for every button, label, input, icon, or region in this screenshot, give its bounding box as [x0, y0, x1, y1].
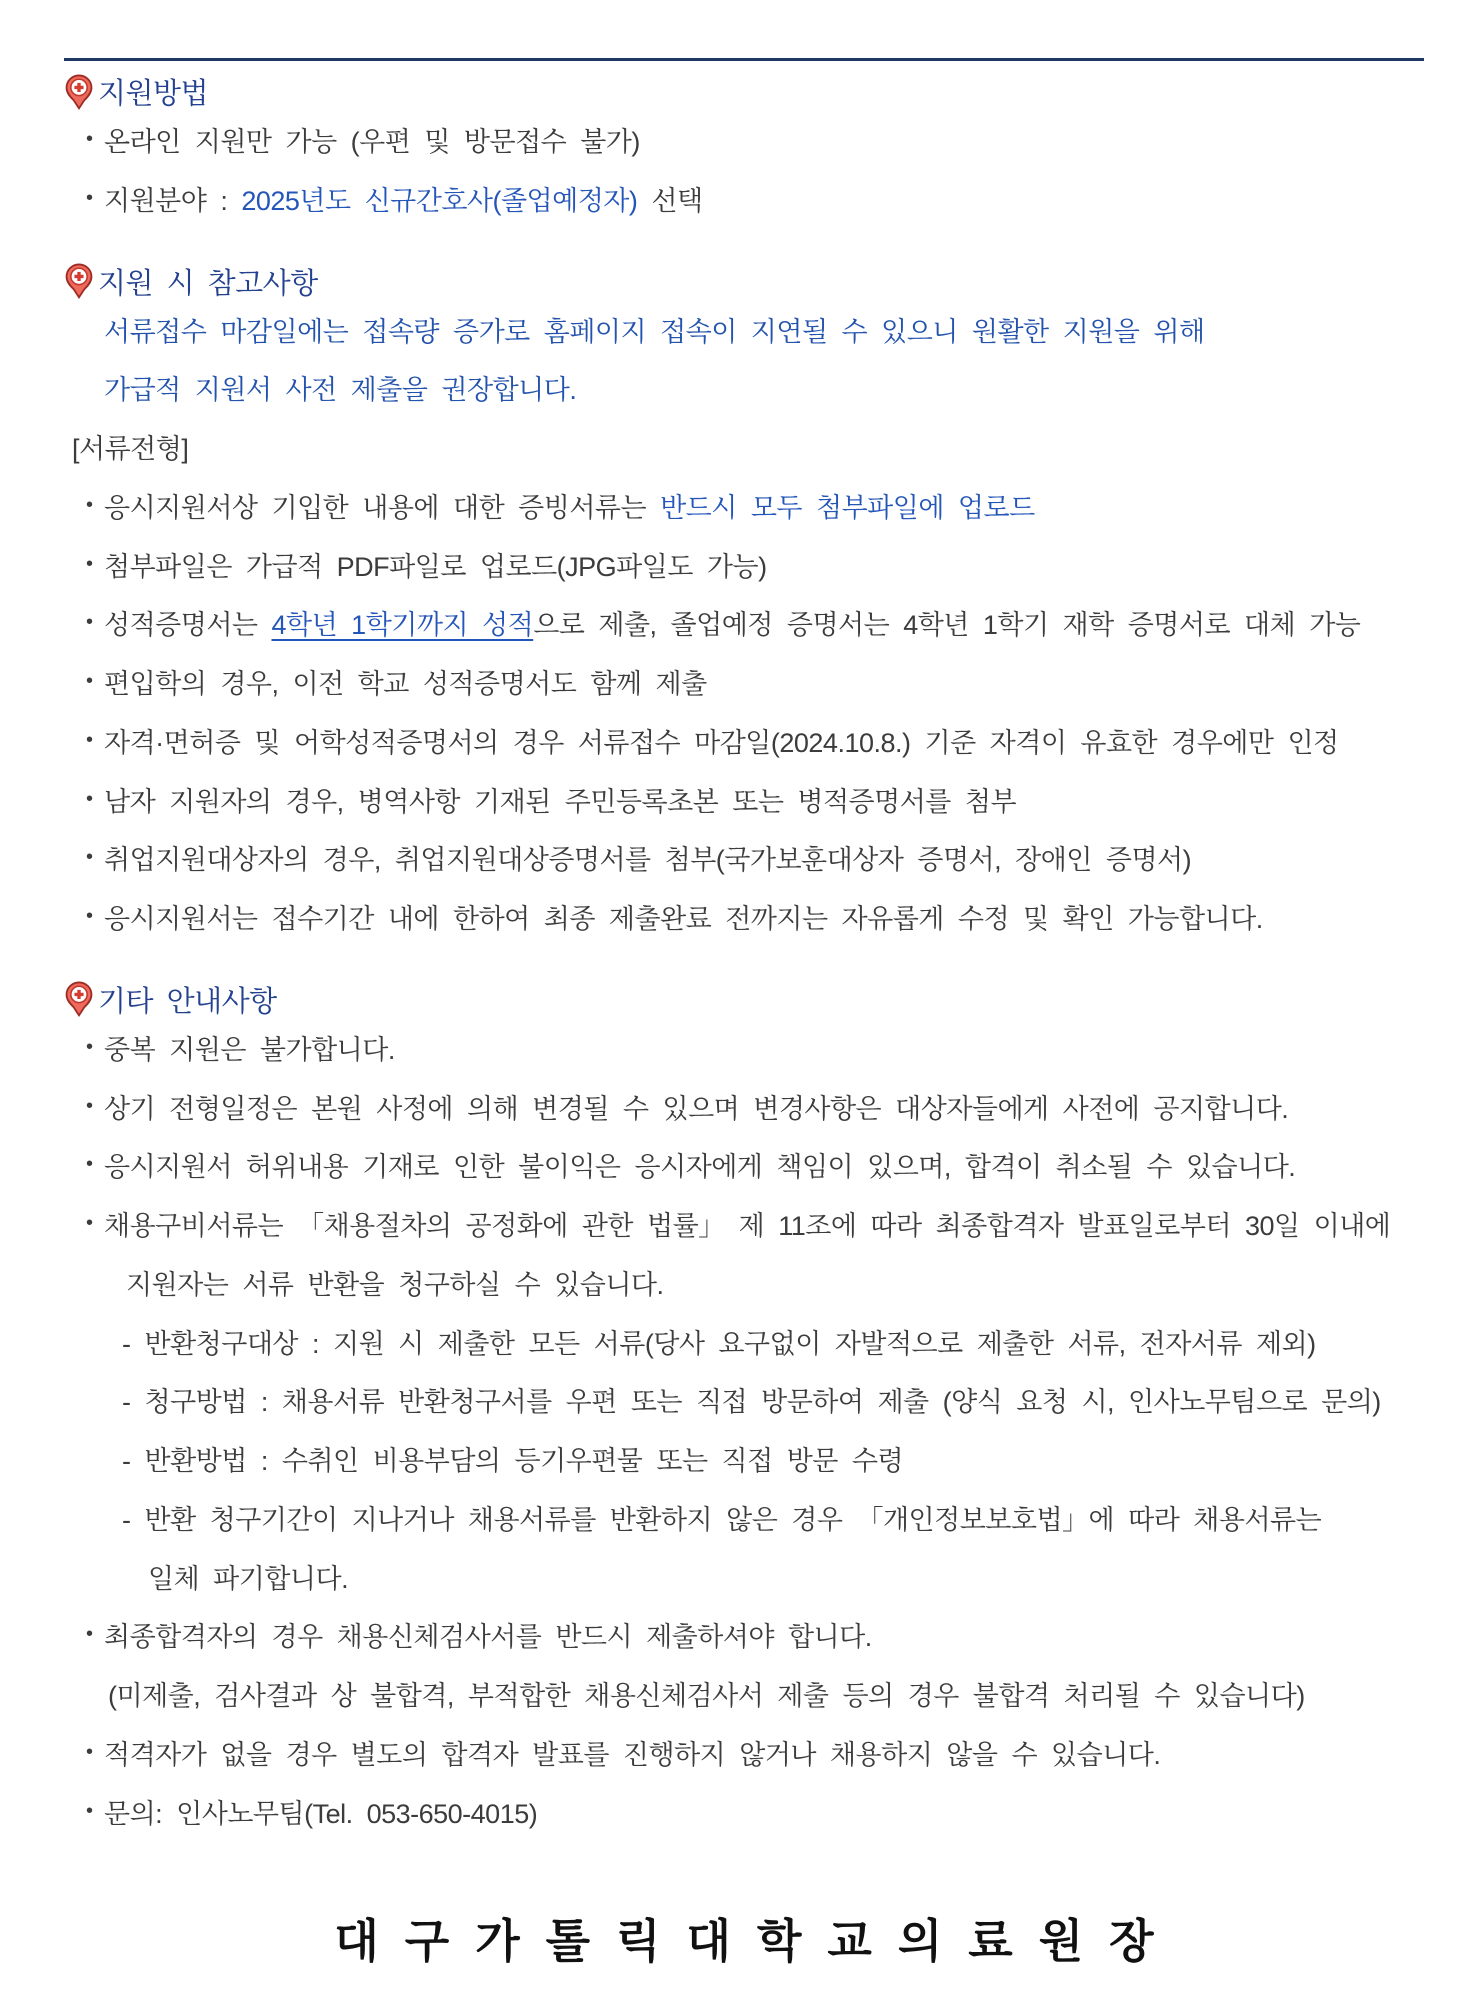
- signature-title: 대구가톨릭대학교의료원장: [334, 1915, 1180, 1968]
- bullet-icon: •: [86, 787, 93, 810]
- notice-line: [64, 185, 1424, 219]
- section-header: [64, 71, 1424, 112]
- bullet-icon: •: [86, 1035, 93, 1058]
- bullet-icon: •: [86, 186, 93, 209]
- notice-text: 남자 지원자의 경우, 병역사항 기재된 주민등록초본 또는 병적증명서를 첨부: [104, 786, 1017, 817]
- notice-blue-line: 가급적 지원서 사전 제출을 권장합니다.: [104, 375, 577, 406]
- section-application-method: [64, 71, 1424, 219]
- notice-line-continuation: [64, 1680, 1424, 1714]
- bullet-icon: •: [86, 1740, 93, 1763]
- notice-dash-line: [64, 1504, 1424, 1538]
- bullet-icon: •: [86, 128, 93, 150]
- notice-text: 응시지원서 허위내용 기재로 인한 불이익은 응시자에게 책임이 있으며, 합격이 취소될 수 있습니다.: [104, 1152, 1296, 1183]
- notice-text: - 반환 청구기간이 지나거나 채용서류를 반환하지 않은 경우 「개인정보보호법」에 따라 채용서류는: [122, 1504, 1322, 1535]
- location-pin-icon: [64, 74, 94, 110]
- section-other-guidance: [64, 979, 1424, 1832]
- notice-dash-line: [64, 1445, 1424, 1479]
- bullet-icon: •: [86, 493, 93, 516]
- notice-text: 지원분야 :: [104, 185, 242, 216]
- notice-line: [64, 1739, 1424, 1773]
- bullet-icon: •: [86, 611, 93, 634]
- notice-text: 성적증명서는: [104, 610, 272, 641]
- notice-text: 취업지원대상자의 경우, 취업지원대상증명서를 첨부(국가보훈대상자 증명서, 장애인 증명서): [104, 845, 1192, 876]
- section-title: 기타 안내사항: [98, 985, 277, 1018]
- highlighted-text: 2025년도 신규간호사(졸업예정자): [241, 185, 638, 216]
- bullet-icon: •: [86, 1212, 93, 1234]
- bullet-icon: •: [86, 1153, 93, 1176]
- notice-line: [64, 1621, 1424, 1655]
- notice-text: - 청구방법 : 채용서류 반환청구서를 우편 또는 직접 방문하여 제출 (양식 요청 시, 인사노무팀으로 문의): [122, 1387, 1381, 1418]
- notice-text: - 반환청구대상 : 지원 시 제출한 모든 서류(당사 요구없이 자발적으로 제출한 서류, 전자서류 제외): [122, 1328, 1316, 1359]
- bullet-icon: •: [86, 905, 93, 927]
- notice-text: 첨부파일은 가급적 PDF파일로 업로드(JPG파일도 가능): [104, 551, 767, 582]
- notice-text: 응시지원서상 기입한 내용에 대한 증빙서류는: [104, 492, 661, 523]
- notice-line: [64, 1034, 1424, 1068]
- notice-line: [64, 1210, 1424, 1244]
- notice-line: [64, 903, 1424, 937]
- notice-text: 최종합격자의 경우 채용신체검사서를 반드시 제출하셔야 합니다.: [104, 1622, 872, 1653]
- notice-text: 적격자가 없을 경우 별도의 합격자 발표를 진행하지 않거나 채용하지 않을 수 있습니다.: [104, 1739, 1161, 1770]
- notice-text: (미제출, 검사결과 상 불합격, 부적합한 채용신체검사서 제출 등의 경우 불합격 처리될 수 있습니다): [108, 1681, 1305, 1711]
- notice-line: [64, 786, 1424, 820]
- notice-text: 자격·면허증 및 어학성적증명서의 경우 서류접수 마감일(2024.10.8.) 기준 자격이 유효한 경우에만 인정: [104, 727, 1339, 758]
- notice-line: [64, 1093, 1424, 1127]
- notice-text: - 반환방법 : 수취인 비용부담의 등기우편물 또는 직접 방문 수령: [122, 1446, 904, 1476]
- section-application-notes: [64, 261, 1424, 937]
- location-pin-icon: [64, 981, 94, 1017]
- notice-line: [64, 727, 1424, 761]
- notice-text: 편입학의 경우, 이전 학교 성적증명서도 함께 제출: [104, 669, 707, 699]
- section-title: 지원방법: [98, 78, 209, 110]
- bullet-icon: •: [86, 728, 93, 751]
- notice-line: [64, 668, 1424, 702]
- bullet-icon: •: [86, 670, 93, 692]
- bullet-icon: •: [86, 552, 93, 575]
- notice-dash-line: [64, 1386, 1424, 1420]
- subsection-label: [서류전형]: [72, 434, 189, 464]
- top-divider: [64, 58, 1424, 61]
- section-header: [64, 979, 1424, 1020]
- notice-text: 중복 지원은 불가합니다.: [104, 1034, 395, 1065]
- bullet-icon: •: [86, 1623, 93, 1646]
- notice-text: 온라인 지원만 가능 (우편 및 방문접수 불가): [104, 127, 640, 157]
- notice-line: [64, 551, 1424, 585]
- notice-text: 문의: 인사노무팀(Tel. 053-650-4015): [104, 1798, 538, 1829]
- notice-text: 으로 제출, 졸업예정 증명서는 4학년 1학기 재학 증명서로 대체 가능: [533, 610, 1361, 641]
- notice-line: [64, 126, 1424, 160]
- notice-line: [64, 1151, 1424, 1185]
- notice-blue-line: 서류접수 마감일에는 접속량 증가로 홈페이지 접속이 지연될 수 있으니 원활한 지원을 위해: [104, 316, 1205, 347]
- notice-line: [64, 1798, 1424, 1832]
- location-pin-icon: [64, 263, 94, 299]
- notice-text: 응시지원서는 접수기간 내에 한하여 최종 제출완료 전까지는 자유롭게 수정 및 확인 가능합니다.: [104, 904, 1263, 934]
- notice-dash-line: [64, 1328, 1424, 1362]
- notice-line: [64, 844, 1424, 878]
- bullet-icon: •: [86, 1799, 93, 1822]
- notice-text: 채용구비서류는 「채용절차의 공정화에 관한 법률」 제 11조에 따라 최종합격자 발표일로부터 30일 이내에: [104, 1211, 1391, 1241]
- notice-line-continuation: [64, 1563, 1424, 1597]
- section-title: 지원 시 참고사항: [98, 267, 318, 300]
- bullet-icon: •: [86, 1094, 93, 1117]
- notice-text: 선택: [637, 185, 703, 216]
- bullet-icon: •: [86, 846, 93, 869]
- highlighted-underlined-text: 4학년 1학기까지 성적: [271, 610, 534, 641]
- section-header: [64, 261, 1424, 302]
- notice-text: 일체 파기합니다.: [148, 1563, 349, 1594]
- notice-line: [64, 609, 1424, 643]
- notice-line: [64, 492, 1424, 526]
- notice-text: 지원자는 서류 반환을 청구하실 수 있습니다.: [126, 1269, 664, 1300]
- highlighted-text: 반드시 모두 첨부파일에 업로드: [660, 492, 1035, 523]
- notice-line-continuation: [64, 1269, 1424, 1303]
- notice-text: 상기 전형일정은 본원 사정에 의해 변경될 수 있으며 변경사항은 대상자들에게 사전에 공지합니다.: [104, 1093, 1289, 1124]
